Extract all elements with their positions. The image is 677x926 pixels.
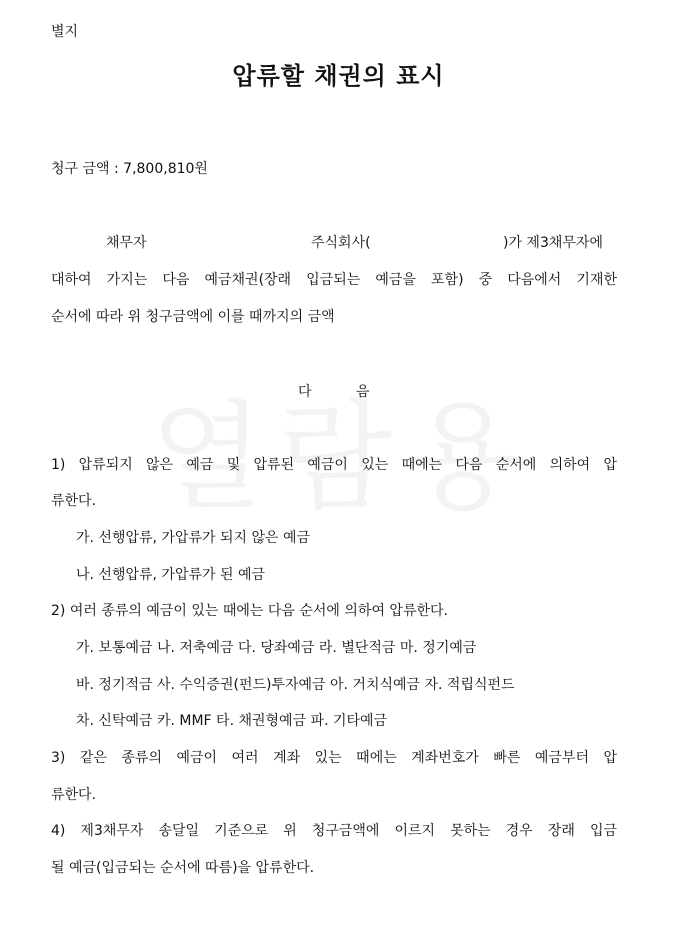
section-heading-right: 음 — [356, 384, 370, 400]
item-2-row-1: 가. 보통예금 나. 저축예금 다. 당좌예금 라. 별단적금 마. 정기예금 — [76, 640, 477, 656]
item-1-sub-b: 나. 선행압류, 가압류가 된 예금 — [76, 567, 265, 583]
item-2-line-1: 2) 여러 종류의 예금이 있는 때에는 다음 순서에 의하여 압류한다. — [51, 603, 448, 619]
intro-line-3: 순서에 따라 위 청구금액에 이를 때까지의 금액 — [51, 309, 335, 325]
section-heading-left: 다 — [298, 384, 312, 400]
attachment-label: 별지 — [51, 24, 79, 40]
item-2-row-3: 차. 신탁예금 카. MMF 타. 채권형예금 파. 기타예금 — [76, 713, 388, 729]
item-1-sub-a: 가. 선행압류, 가압류가 되지 않은 예금 — [76, 530, 311, 546]
item-4-line-2: 될 예금(입금되는 순서에 따름)을 압류한다. — [51, 860, 315, 876]
item-1-line-2: 류한다. — [51, 493, 97, 509]
item-2-row-2: 바. 정기적금 사. 수익증권(펀드)투자예금 아. 거치식예금 자. 적립식펀드 — [76, 677, 515, 693]
item-3-line-2: 류한다. — [51, 787, 97, 803]
company-label: 주식회사( — [311, 235, 371, 251]
page-title: 압류할 채권의 표시 — [232, 62, 445, 90]
claim-amount: 청구 금액 : 7,800,810원 — [51, 161, 208, 177]
intro-line-2: 대하여 가지는 다음 예금채권(장래 입금되는 예금을 포함) 중 다음에서 기재한 — [51, 272, 617, 288]
item-4-line-1: 4) 제3채무자 송달일 기준으로 위 청구금액에 이르지 못하는 경우 장래 입금 — [51, 823, 617, 839]
watermark-text — [150, 362, 534, 532]
company-suffix: )가 제3채무자에 — [503, 235, 603, 251]
item-1-line-1: 1) 압류되지 않은 예금 및 압류된 예금이 있는 때에는 다음 순서에 의하여 압 — [51, 457, 617, 473]
item-3-line-1: 3) 같은 종류의 예금이 여러 계좌 있는 때에는 계좌번호가 빠른 예금부터 압 — [51, 750, 617, 766]
debtor-label: 채무자 — [106, 235, 147, 251]
